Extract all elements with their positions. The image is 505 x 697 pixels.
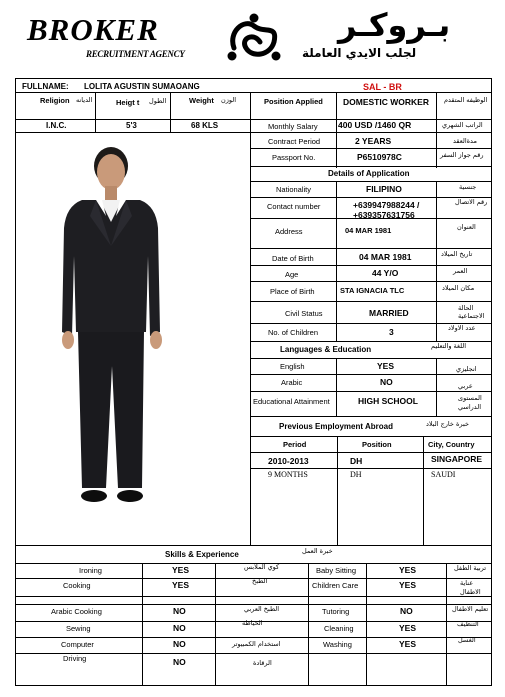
cooking-value: YES xyxy=(172,580,190,590)
employment-row-1-period: 2010-2013 xyxy=(268,456,309,466)
arabic-value: NO xyxy=(380,377,393,387)
sewing-ar: الخياطة xyxy=(242,619,263,627)
employment-row-1-city: SINGAPORE xyxy=(431,454,483,464)
brand-logo-icon xyxy=(224,12,284,64)
children-care-label: Children Care xyxy=(312,581,359,590)
salary-label: Monthly Salary xyxy=(268,122,318,131)
languages-title-ar: اللغة والتعليم xyxy=(431,342,467,350)
cleaning-ar: التنظيف xyxy=(457,620,479,628)
reference-code: SAL - BR xyxy=(363,82,402,92)
salary-value: 400 USD /1460 QR xyxy=(338,120,412,130)
contract-value: 2 YEARS xyxy=(355,136,392,146)
dob-ar: تاريخ الميلاد xyxy=(441,250,473,258)
ironing-label: Ironing xyxy=(79,566,102,575)
dob-label: Date of Birth xyxy=(272,254,314,263)
address-label: Address xyxy=(275,227,303,236)
brand-title: BROKER xyxy=(27,12,159,47)
pob-value: STA IGNACIA TLC xyxy=(340,286,405,295)
ironing-ar: كوي الملابس xyxy=(244,563,280,571)
applicant-photo xyxy=(52,136,182,532)
height-label-ar: الطول xyxy=(149,97,167,105)
english-value: YES xyxy=(377,361,395,371)
nationality-ar: جنسية xyxy=(459,183,477,191)
employment-title-ar: خبرة خارج البلاد xyxy=(426,420,469,428)
english-ar: انجليزي xyxy=(456,365,477,373)
salary-ar: الراتب الشهري xyxy=(442,121,483,129)
children-value: 3 xyxy=(389,327,394,337)
cooking-label: Cooking xyxy=(63,581,91,590)
arabic-label: Arabic xyxy=(281,378,303,387)
arabic-cooking-label: Arabic Cooking xyxy=(51,607,102,616)
address-value: 04 MAR 1981 xyxy=(345,226,392,235)
education-ar: المستوى الدراسي xyxy=(458,394,482,411)
arabic-subtitle: لجلب الايدي العاملة xyxy=(302,46,417,60)
sewing-value: NO xyxy=(173,623,186,633)
driving-value: NO xyxy=(173,657,186,667)
baby-sitting-ar: تربية الطفل xyxy=(454,564,487,572)
employment-row-2-position: DH xyxy=(350,470,362,479)
pob-label: Place of Birth xyxy=(270,287,315,296)
arabic-brand: بـروكـر xyxy=(338,6,451,44)
tutoring-value: NO xyxy=(400,606,413,616)
religion-label-ar: الديانه xyxy=(76,96,93,104)
driving-ar: الرقادة xyxy=(253,659,272,667)
fullname-value: LOLITA AGUSTIN SUMAOANG xyxy=(84,82,200,91)
arabic-cooking-ar: الطبخ العربي xyxy=(244,605,280,613)
children-ar: عدد الاولاد xyxy=(448,324,476,332)
baby-sitting-label: Baby Sitting xyxy=(316,566,357,575)
employment-row-2-period: 9 MONTHS xyxy=(268,470,308,479)
washing-ar: الغسل xyxy=(458,636,476,644)
languages-title: Languages & Education xyxy=(280,345,372,354)
children-care-value: YES xyxy=(399,580,417,590)
education-label: Educational Attainment xyxy=(253,397,330,406)
contact-value-2: +639357631756 xyxy=(353,210,415,220)
pob-ar: مكان الميلاد xyxy=(442,284,475,292)
driving-label: Driving xyxy=(63,654,87,663)
computer-ar: استخدام الكمبيوتر xyxy=(232,640,281,648)
nationality-value: FILIPINO xyxy=(366,184,402,194)
weight-label-ar: الوزن xyxy=(221,96,237,104)
height-label: Heigt t xyxy=(116,98,140,107)
employment-row-2-city: SAUDI xyxy=(431,470,456,479)
nationality-label: Nationality xyxy=(276,185,312,194)
contract-label: Contract Period xyxy=(268,137,321,146)
contact-label: Contact number xyxy=(267,202,321,211)
religion-label: Religion xyxy=(40,96,70,105)
weight-label: Weight xyxy=(189,96,214,105)
tutoring-ar: تعليم الاطفال xyxy=(452,605,489,613)
passport-ar: رقم جواز السفر xyxy=(440,151,484,159)
skills-title-ar: خبرة العمل xyxy=(302,547,333,555)
children-label: No. of Children xyxy=(268,328,319,337)
contact-value-1: +639947988244 / xyxy=(353,200,420,210)
position-applied-ar: الوظيفه المتقدم xyxy=(444,96,488,104)
english-label: English xyxy=(280,362,305,371)
cleaning-label: Cleaning xyxy=(324,624,354,633)
height-value: 5'3 xyxy=(126,121,137,130)
period-header: Period xyxy=(283,440,307,449)
details-title: Details of Application xyxy=(328,169,410,178)
ironing-value: YES xyxy=(172,565,190,575)
children-care-ar: عناية الاطفال xyxy=(460,579,481,596)
passport-label: Passport No. xyxy=(272,153,316,162)
employment-row-1-position: DH xyxy=(350,456,363,466)
position-applied-value: DOMESTIC WORKER xyxy=(343,97,429,107)
agency-subtitle: RECRUITMENT AGENCY xyxy=(86,49,185,59)
civil-ar: الحالة الاجتماعية xyxy=(458,304,485,320)
baby-sitting-value: YES xyxy=(399,565,417,575)
computer-value: NO xyxy=(173,639,186,649)
passport-value: P6510978C xyxy=(357,152,402,162)
contract-ar: مدةالعقد xyxy=(453,137,477,145)
civil-value: MARRIED xyxy=(369,308,409,318)
civil-label: Civil Status xyxy=(285,309,323,318)
address-ar: العنوان xyxy=(457,223,476,231)
fullname-label: FULLNAME: xyxy=(22,82,69,91)
cooking-ar: الطبخ xyxy=(252,577,268,585)
position-header: Position xyxy=(362,440,392,449)
washing-label: Washing xyxy=(323,640,352,649)
education-value: HIGH SCHOOL xyxy=(358,396,418,406)
weight-value: 68 KLS xyxy=(191,121,219,130)
skills-title: Skills & Experience xyxy=(165,550,239,559)
religion-value: I.N.C. xyxy=(46,121,67,130)
age-label: Age xyxy=(285,270,299,279)
position-applied-label: Position Applied xyxy=(264,97,323,106)
washing-value: YES xyxy=(399,639,417,649)
tutoring-label: Tutoring xyxy=(322,607,350,616)
cleaning-value: YES xyxy=(399,623,417,633)
age-value: 44 Y/O xyxy=(372,268,399,278)
employment-title: Previous Employment Abroad xyxy=(279,422,393,431)
age-ar: العمر xyxy=(453,267,468,275)
dob-value: 04 MAR 1981 xyxy=(359,252,412,262)
arabic-cooking-value: NO xyxy=(173,606,186,616)
city-header: City, Country xyxy=(428,440,475,449)
sewing-label: Sewing xyxy=(66,624,91,633)
arabic-ar: عربي xyxy=(458,382,473,390)
computer-label: Computer xyxy=(61,640,94,649)
contact-ar: رقم الاتصال xyxy=(455,198,488,206)
